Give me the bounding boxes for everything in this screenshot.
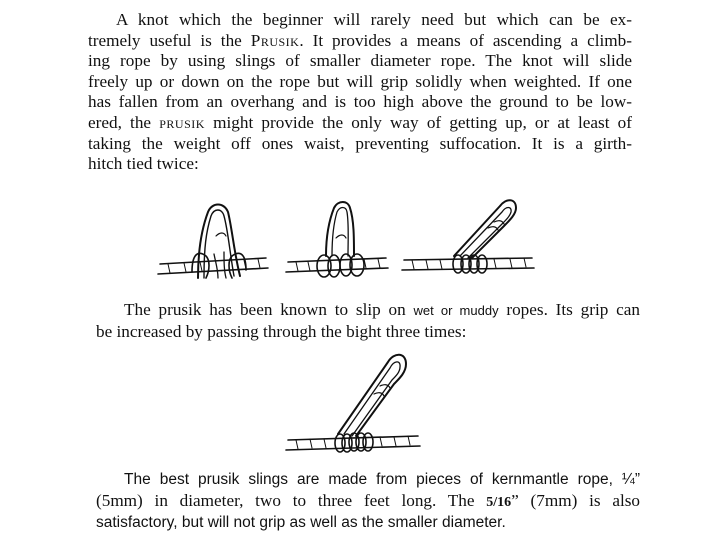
stage-2-illustration <box>286 202 388 277</box>
triple-wrap-figure <box>284 350 424 450</box>
fraction-five-sixteenths: 5/16 <box>486 494 512 510</box>
stage-3-illustration <box>402 200 534 273</box>
closing-line-1: The best prusik slings are made from pieces of kernmantle rope, ¼” <box>124 471 640 488</box>
stage-1-illustration <box>158 205 268 279</box>
intro-line-6 <box>88 113 632 134</box>
intro-paragraph <box>88 10 632 175</box>
intro-line-5: has fallen from an overhang and is too high above the ground to be low- <box>88 92 632 112</box>
prusik-term: Prusik <box>250 30 300 50</box>
intro-line-6-start: ered, the <box>88 112 160 132</box>
intro-line-6-end: might provide the only way of getting up, or at least of <box>204 112 633 132</box>
middle-line-1-end: ropes. Its grip can <box>498 300 640 319</box>
middle-paragraph <box>96 300 640 342</box>
intro-line-3: ing rope by using slings of smaller diameter rope. The knot will slide <box>88 51 632 71</box>
closing-line-2-start: (5mm) in diameter, two to three feet long. The <box>96 490 487 510</box>
closing-line-3: satisfactory, but will not grip as well as the smaller diameter. <box>96 514 506 532</box>
middle-line-1-start: The prusik has been known to slip on <box>124 300 414 319</box>
middle-line-1 <box>96 300 640 322</box>
closing-line-2 <box>96 491 640 514</box>
intro-line-2-end: . It provides a means of ascending a climb- <box>299 30 632 50</box>
prusik-term-2: prusik <box>159 112 205 132</box>
closing-line-2-end: ” (7mm) is also <box>511 490 640 510</box>
handwritten-insert: wet or muddy <box>413 303 499 318</box>
intro-line-8: hitch tied twice: <box>88 154 199 174</box>
prusik-stages-figure <box>154 198 554 288</box>
intro-line-7: taking the weight off ones waist, preventing suffocation. It is a girth- <box>88 133 632 153</box>
closing-paragraph <box>96 470 640 534</box>
intro-line-1: A knot which the beginner will rarely need but which can be ex- <box>116 10 632 29</box>
middle-line-2: be increased by passing through the bight three times: <box>96 321 467 341</box>
intro-line-2-start: tremely useful is the <box>88 30 251 50</box>
intro-line-4: freely up or down on the rope but will grip solidly when weighted. If one <box>88 71 632 91</box>
intro-line-2 <box>88 31 632 52</box>
